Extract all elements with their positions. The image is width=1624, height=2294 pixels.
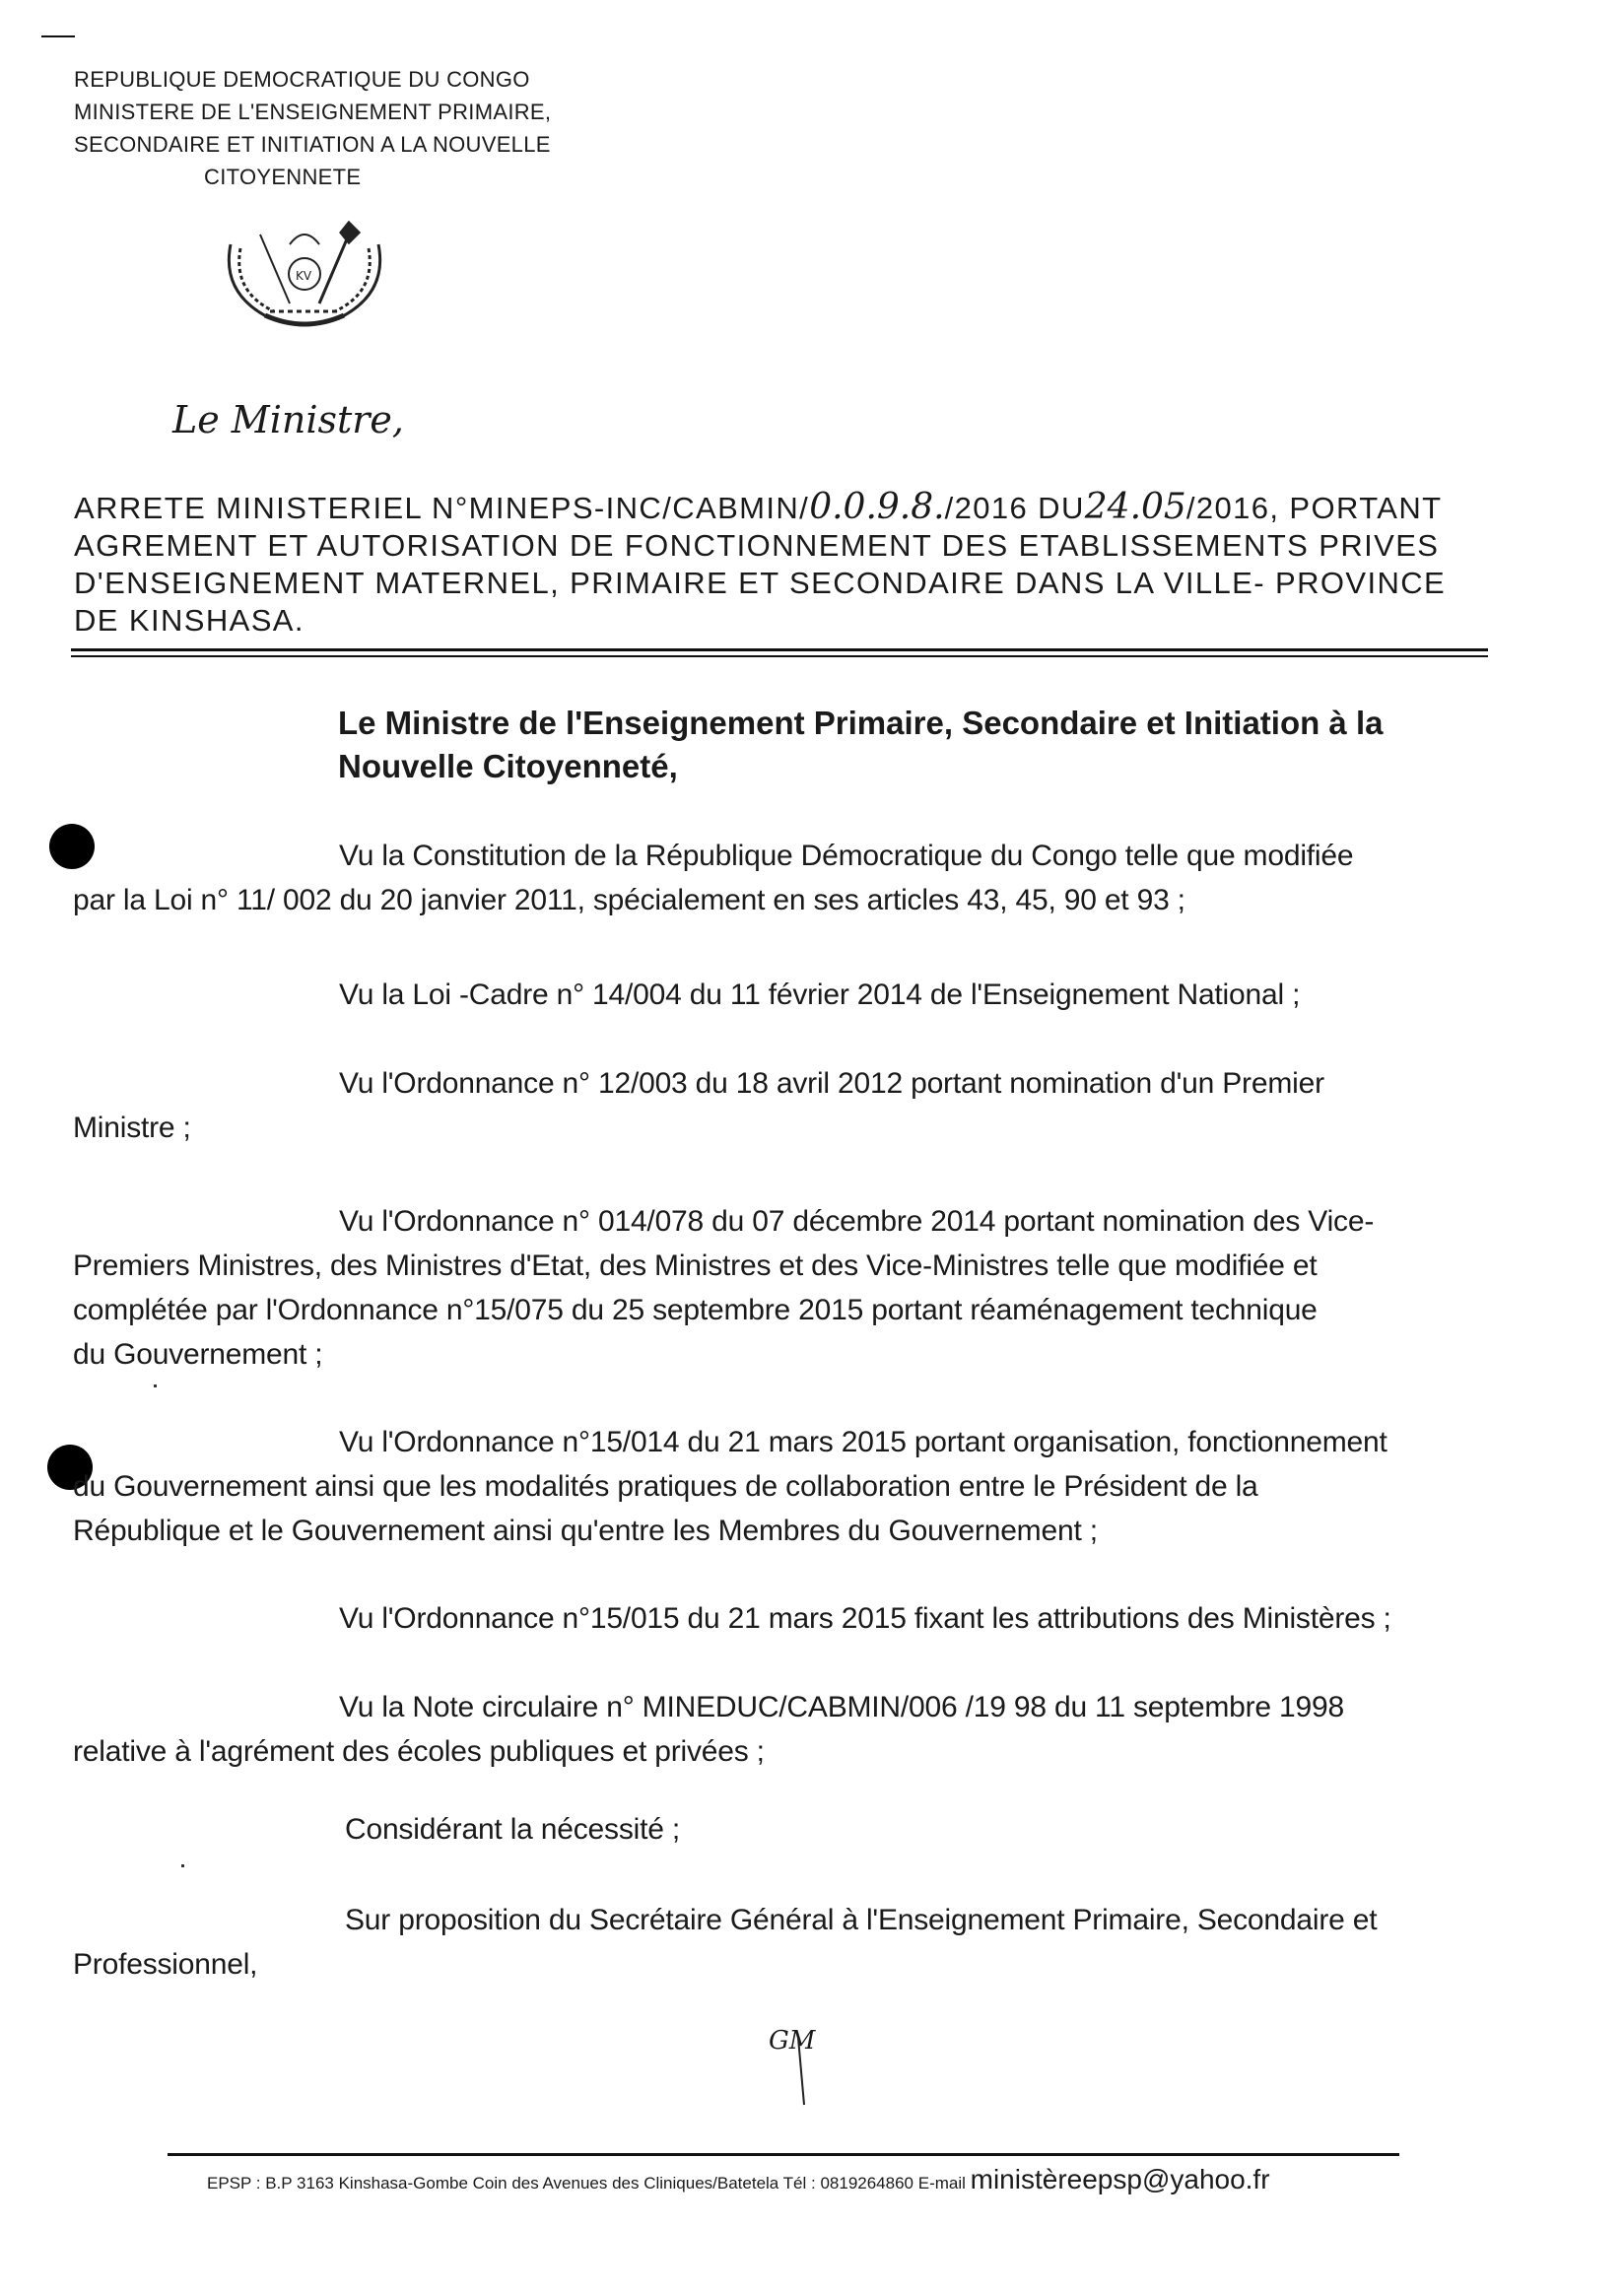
initials-signature [759, 2026, 838, 2115]
arrete-line-4: DE KINSHASA. [74, 603, 304, 638]
footer [207, 2164, 1270, 2195]
arrete-title [74, 489, 1485, 640]
considerant-6 [73, 1596, 1484, 1641]
considerant-text: Vu la Loi -Cadre n° 14/004 du 11 février 2014 de l'Enseignement National ; [339, 978, 1301, 1011]
title-rule-bottom [71, 655, 1488, 657]
arrete-mid: /2016 DU [944, 491, 1085, 525]
considerant-text: Vu la Note circulaire n° MINEDUC/CABMIN/006 /19 98 du 11 septembre 1998 [339, 1691, 1344, 1723]
considerant-text: République et le Gouvernement ainsi qu'entre les Membres du Gouvernement ; [73, 1515, 1098, 1547]
considerant-9 [73, 1898, 1484, 1987]
scan-mark [41, 35, 75, 37]
scan-dot [181, 1864, 184, 1867]
coat-of-arms-icon [211, 205, 398, 353]
arrete-number-handwritten: 0.0.9.8. [809, 487, 945, 527]
considerant-text: Premiers Ministres, des Ministres d'Etat, des Ministres et des Vice-Ministres telle que modifiée et [73, 1249, 1318, 1282]
considerant-text: Vu la Constitution de la République Démocratique du Congo telle que modifiée [339, 840, 1354, 872]
letterhead-line: SECONDAIRE ET INITIATION A LA NOUVELLE [74, 132, 551, 157]
footer-email: ministèreepsp@yahoo.fr [970, 2164, 1270, 2194]
arrete-line-1 [74, 489, 1485, 527]
considerant-7 [73, 1685, 1484, 1774]
considerant-2 [73, 973, 1484, 1017]
arrete-prefix: ARRETE MINISTERIEL N°MINEPS-INC/CABMIN/ [74, 491, 810, 525]
letterhead-line: CITOYENNETE [204, 165, 362, 189]
considerant-text: Professionnel, [73, 1948, 258, 1981]
addressee-line: Nouvelle Citoyenneté, [338, 748, 678, 784]
addressee [338, 702, 1383, 788]
considerant-text: du Gouvernement ; [73, 1338, 323, 1371]
considerant-text: Vu l'Ordonnance n°15/015 du 21 mars 2015 fixant les attributions des Ministères ; [339, 1602, 1391, 1635]
considerant-text: Vu l'Ordonnance n°15/014 du 21 mars 2015 portant organisation, fonctionnement [339, 1426, 1387, 1458]
considerant-4 [73, 1199, 1484, 1377]
arrete-date-handwritten: 24.05 [1084, 487, 1186, 527]
letterhead-line: REPUBLIQUE DEMOCRATIQUE DU CONGO [74, 67, 530, 92]
considerant-text: du Gouvernement ainsi que les modalités pratiques de collaboration entre le Président de la [73, 1470, 1258, 1503]
considerant-8 [73, 1807, 1484, 1852]
considerant-text: par la Loi n° 11/ 002 du 20 janvier 2011, spécialement en ses articles 43, 45, 90 et 93 ; [73, 884, 1185, 916]
svg-text:KV: KV [296, 269, 312, 283]
arrete-line-2: AGREMENT ET AUTORISATION DE FONCTIONNEMENT DES ETABLISSEMENTS PRIVES [74, 528, 1440, 563]
considerant-text: Vu l'Ordonnance n° 12/003 du 18 avril 2012 portant nomination d'un Premier [339, 1067, 1324, 1100]
addressee-line: Le Ministre de l'Enseignement Primaire, Secondaire et Initiation à la [338, 705, 1384, 741]
footer-rule [168, 2153, 1399, 2156]
considerant-text: Ministre ; [73, 1112, 191, 1144]
footer-address: EPSP : B.P 3163 Kinshasa-Gombe Coin des Avenues des Cliniques/Batetela Tél : 0819264860 E-mail [207, 2174, 966, 2193]
title-rule-top [71, 648, 1488, 651]
considerant-text: Sur proposition du Secrétaire Général à l'Enseignement Primaire, Secondaire et [345, 1904, 1378, 1936]
considerant-text: complétée par l'Ordonnance n°15/075 du 25 septembre 2015 portant réaménagement technique [73, 1294, 1318, 1326]
arrete-line-3: D'ENSEIGNEMENT MATERNEL, PRIMAIRE ET SECONDAIRE DANS LA VILLE- PROVINCE [74, 566, 1447, 600]
scan-dot [154, 1384, 157, 1387]
considerant-5 [73, 1420, 1484, 1553]
arrete-suffix: /2016, PORTANT [1185, 491, 1443, 525]
initials-text: GM [769, 2026, 816, 2056]
considerant-1 [73, 834, 1484, 922]
considerant-text: relative à l'agrément des écoles publiques et privées ; [73, 1735, 765, 1768]
letterhead-line: MINISTERE DE L'ENSEIGNEMENT PRIMAIRE, [74, 100, 552, 124]
signatory-title: Le Ministre, [172, 398, 404, 441]
considerant-3 [73, 1061, 1484, 1150]
considerant-text: Vu l'Ordonnance n° 014/078 du 07 décembre 2014 portant nomination des Vice- [339, 1205, 1375, 1238]
letterhead [74, 63, 551, 193]
considerant-text: Considérant la nécessité ; [345, 1813, 680, 1846]
